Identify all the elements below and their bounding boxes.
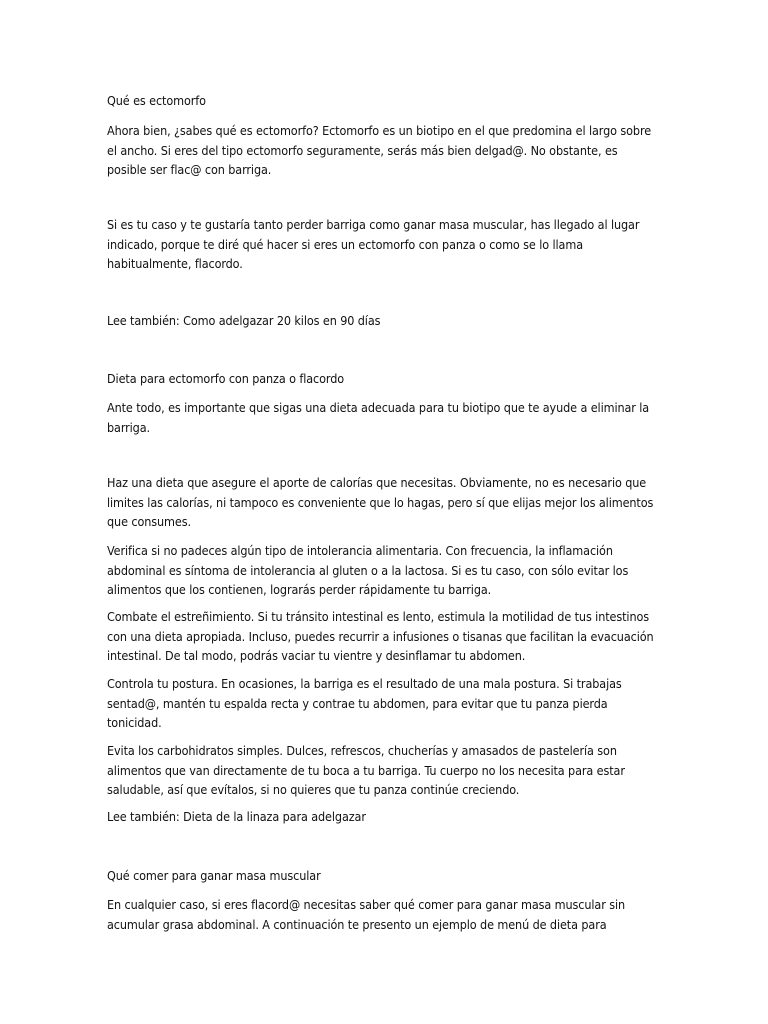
- paragraph-line: En cualquier caso, si eres flacord@ necesitas saber qué comer para ganar masa muscular sin: [107, 897, 626, 912]
- paragraph-line: Combate el estreñimiento. Si tu tránsito intestinal es lento, estimula la motilidad de tus intestinos: [107, 609, 650, 624]
- paragraph-line: abdominal es síntoma de intolerancia al gluten o a la lactosa. Si es tu caso, con sólo evitar los: [107, 562, 629, 578]
- paragraph-line: Controla tu postura. En ocasiones, la barriga es el resultado de una mala postura. Si trabajas: [107, 676, 622, 691]
- paragraph-line: Ahora bien, ¿sabes qué es ectomorfo? Ectomorfo es un biotipo en el que predomina el largo sobre: [107, 123, 652, 138]
- paragraph-line: con una dieta apropiada. Incluso, puedes recurrir a infusiones o tisanas que facilitan la evacuación: [107, 628, 654, 644]
- paragraph-line: Si es tu caso y te gustaría tanto perder barriga como ganar masa muscular, has llegado al lugar: [107, 217, 640, 232]
- paragraph-line: tonicidad.: [107, 715, 162, 730]
- paragraph-line: alimentos que van directamente de tu boca a tu barriga. Tu cuerpo no los necesita para estar: [107, 762, 625, 778]
- section-heading: Qué es ectomorfo: [107, 93, 206, 108]
- paragraph-line: posible ser flac@ con barriga.: [107, 162, 272, 177]
- paragraph-line: Evita los carbohidratos simples. Dulces, refrescos, chucherías y amasados de pastelería son: [107, 743, 617, 758]
- paragraph-line: intestinal. De tal modo, podrás vaciar tu vientre y desinflamar tu abdomen.: [107, 648, 526, 663]
- section-heading: Dieta para ectomorfo con panza o flacordo: [107, 371, 345, 386]
- section-heading: Qué comer para ganar masa muscular: [107, 868, 321, 883]
- paragraph-line: limites las calorías, ni tampoco es conveniente que lo hagas, pero sí que elijas mejor los alimentos: [107, 494, 654, 510]
- paragraph-line: sentad@, mantén tu espalda recta y contrae tu abdomen, para evitar que tu panza pierda: [107, 695, 608, 711]
- paragraph-line: barriga.: [107, 419, 150, 435]
- see-also-link: Lee también: Como adelgazar 20 kilos en 90 días: [107, 313, 381, 328]
- paragraph-line: acumular grasa abdominal. A continuación te presento un ejemplo de menú de dieta para: [107, 916, 607, 932]
- paragraph-line: Verifica si no padeces algún tipo de intolerancia alimentaria. Con frecuencia, la inflamación: [107, 543, 613, 558]
- paragraph-line: Haz una dieta que asegure el aporte de calorías que necesitas. Obviamente, no es necesario que: [107, 475, 647, 490]
- paragraph-line: Ante todo, es importante que sigas una dieta adecuada para tu biotipo que te ayude a eliminar la: [107, 400, 650, 415]
- paragraph-line: alimentos que los contienen, lograrás perder rápidamente tu barriga.: [107, 582, 492, 597]
- paragraph-line: que consumes.: [107, 514, 191, 529]
- paragraph-line: indicado, porque te diré qué hacer si eres un ectomorfo con panza o como se lo llama: [107, 236, 583, 252]
- paragraph-line: saludable, así que evítalos, si no quieres que tu panza continúe creciendo.: [107, 782, 520, 797]
- paragraph-line: habitualmente, flacordo.: [107, 256, 243, 271]
- see-also-link: Lee también: Dieta de la linaza para adelgazar: [107, 809, 366, 824]
- paragraph-line: el ancho. Si eres del tipo ectomorfo seguramente, serás más bien delgad@. No obstante, es: [107, 142, 618, 158]
